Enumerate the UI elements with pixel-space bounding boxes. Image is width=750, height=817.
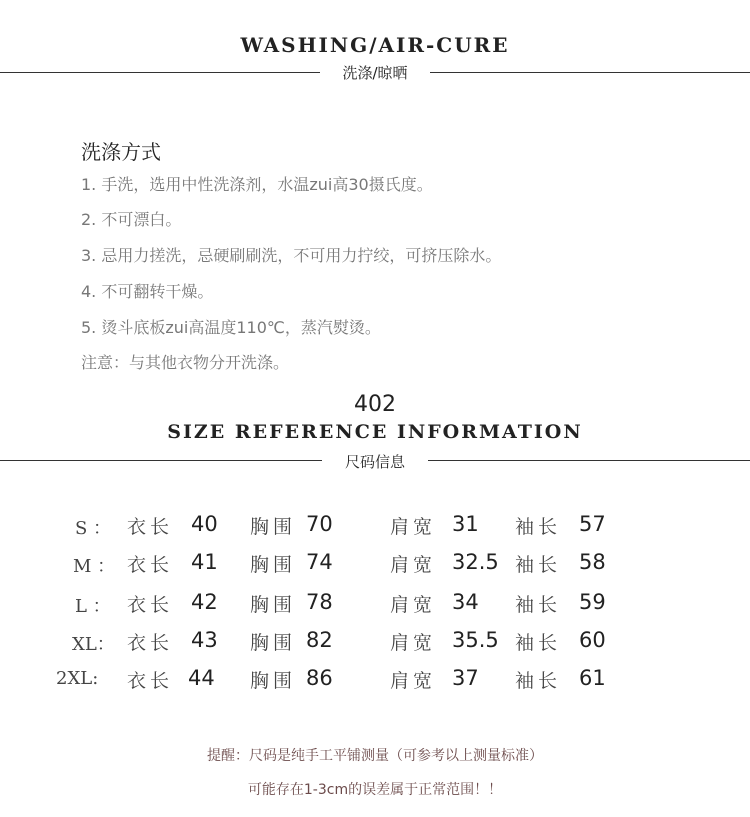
shoulder-value: 37 [452,666,479,690]
sleeve-label: 袖长 [515,670,562,692]
care-line: 4. 不可翻转干燥。 [81,282,214,301]
chest-value: 86 [306,666,333,690]
chest-label: 胸围 [250,516,297,538]
care-line: 1. 手洗，选用中性洗涤剂，水温zui高30摄氏度。 [81,175,433,194]
tolerance-note: 可能存在1-3cm的误差属于正常范围！！ [247,782,503,798]
size-label: M ： [73,556,116,577]
size-label: XL： [72,634,115,655]
product-code: 402 [354,392,396,417]
care-line: 5. 烫斗底板zui高温度110℃，蒸汽熨烫。 [81,318,381,337]
chest-value: 74 [306,550,333,574]
divider-right [428,460,750,461]
length-label: 衣长 [127,516,174,538]
size-row [0,590,750,626]
washing-heading: 洗涤方式 [81,140,161,164]
chest-value: 70 [306,512,333,536]
washing-title-en: WASHING/AIR-CURE [240,33,510,57]
care-line: 2. 不可漂白。 [81,210,182,229]
sleeve-label: 袖长 [515,554,562,576]
size-row [0,666,750,702]
length-value: 44 [188,666,215,690]
sleeve-value: 57 [579,512,606,536]
shoulder-value: 31 [452,512,479,536]
shoulder-value: 35.5 [452,628,499,652]
chest-label: 胸围 [250,594,297,616]
chest-value: 78 [306,590,333,614]
care-note: 注意：与其他衣物分开洗涤。 [81,353,290,372]
chest-label: 胸围 [250,670,297,692]
length-label: 衣长 [127,670,174,692]
length-value: 41 [191,550,218,574]
divider-left [0,460,322,461]
length-label: 衣长 [127,594,174,616]
length-value: 42 [191,590,218,614]
sleeve-label: 袖长 [515,594,562,616]
length-value: 43 [191,628,218,652]
size-label: 2XL: [56,668,99,689]
measurement-note: 提醒：尺码是纯手工平铺测量（可参考以上测量标准） [207,748,543,764]
size-label: L ： [75,596,111,617]
shoulder-label: 肩宽 [390,516,437,538]
length-label: 衣长 [127,632,174,654]
shoulder-label: 肩宽 [390,632,437,654]
sleeve-label: 袖长 [515,632,562,654]
length-label: 衣长 [127,554,174,576]
shoulder-label: 肩宽 [390,594,437,616]
washing-title-cn: 洗涤/晾晒 [342,64,408,82]
sleeve-value: 61 [579,666,606,690]
size-title-en: SIZE REFERENCE INFORMATION [167,421,583,443]
size-row [0,512,750,548]
sleeve-value: 58 [579,550,606,574]
size-row [0,628,750,664]
size-row [0,550,750,586]
chest-label: 胸围 [250,632,297,654]
shoulder-label: 肩宽 [390,670,437,692]
shoulder-value: 34 [452,590,479,614]
divider-right [430,72,750,73]
divider-left [0,72,320,73]
sleeve-label: 袖长 [515,516,562,538]
shoulder-value: 32.5 [452,550,499,574]
sleeve-value: 60 [579,628,606,652]
length-value: 40 [191,512,218,536]
shoulder-label: 肩宽 [390,554,437,576]
chest-value: 82 [306,628,333,652]
sleeve-value: 59 [579,590,606,614]
size-title-cn: 尺码信息 [344,453,405,471]
chest-label: 胸围 [250,554,297,576]
size-label: S ： [75,518,112,539]
care-line: 3. 忌用力搓洗，忌硬刷刷洗，不可用力拧绞，可挤压除水。 [81,246,502,265]
